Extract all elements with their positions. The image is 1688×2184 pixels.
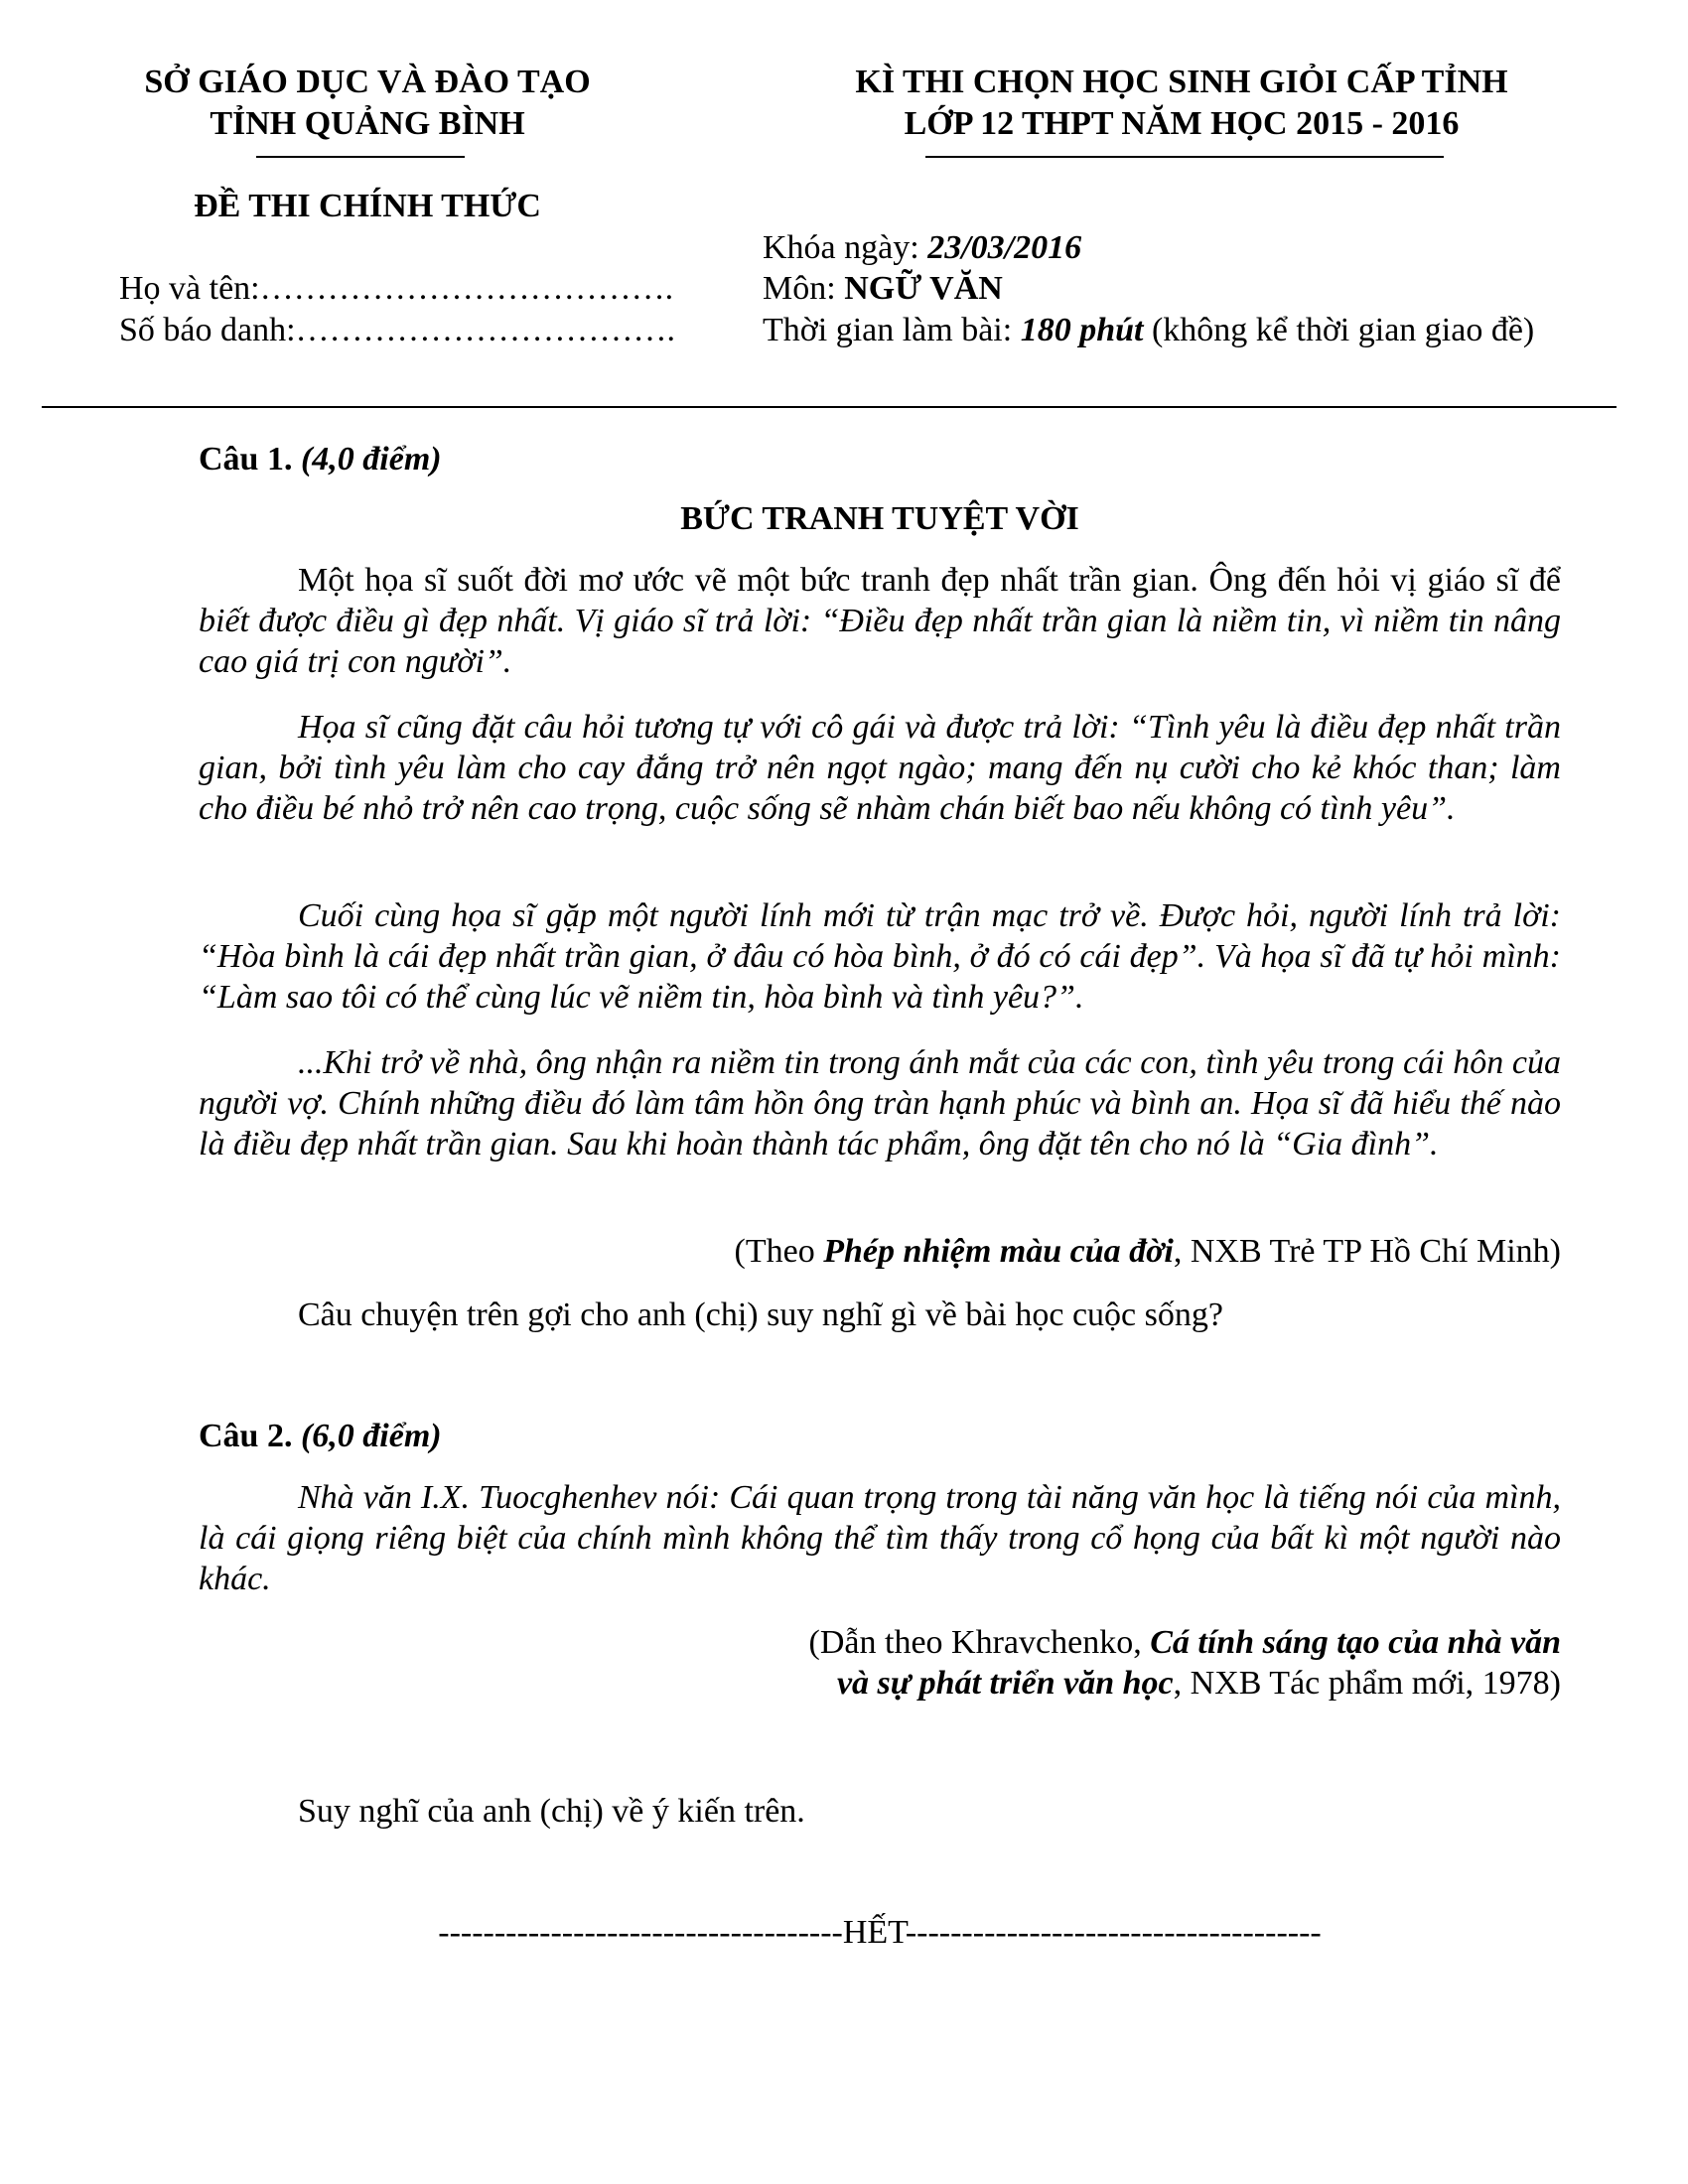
exam-date-label: Khóa ngày: — [763, 229, 928, 266]
story-source — [199, 1231, 1561, 1273]
quote-paragraph: Nhà văn I.X. Tuocghenhev nói: Cái quan trọng trong tài năng văn học là tiếng nói của mình, là cái giọng riêng biệt của chính mình không thể tìm thấy trong cổ họng của bất kì một người nào khác. — [199, 1479, 1561, 1597]
quote-source — [199, 1622, 1561, 1704]
question-1-prompt: Câu chuyện trên gợi cho anh (chị) suy nghĩ gì về bài học cuộc sống? — [298, 1297, 1223, 1333]
story-paragraph-2: Họa sĩ cũng đặt câu hỏi tương tự với cô gái và được trả lời: “Tình yêu là điều đẹp nhất trần gian, bởi tình yêu làm cho cay đắng trở nên ngọt ngào; mang đến nụ cười cho kẻ khóc than; làm cho điều bé nhỏ trở nên cao trọng, cuộc sống sẽ nhàm chán biết bao nếu không có tình yêu”. — [199, 709, 1561, 827]
story-source-prefix: (Theo — [734, 1233, 824, 1270]
quote-source-prefix: (Dẫn theo Khravchenko, — [808, 1624, 1151, 1661]
quote-source-line-1 — [199, 1622, 1561, 1663]
question-2-label: Câu 2. — [199, 1418, 293, 1454]
department-name: SỞ GIÁO DỤC VÀ ĐÀO TẠO — [144, 64, 591, 100]
exam-date — [763, 227, 1081, 269]
question-2-points: (6,0 điểm) — [292, 1418, 442, 1454]
exam-title: KÌ THI CHỌN HỌC SINH GIỎI CẤP TỈNH — [855, 64, 1508, 100]
subject — [763, 268, 1003, 310]
question-2-heading — [199, 1416, 442, 1457]
story-paragraph-1-italic: biết được điều gì đẹp nhất. Vị giáo sĩ trả lời: “Điều đẹp nhất trần gian là niềm tin, vì niềm tin nâng cao giá trị con người”. — [199, 603, 1561, 680]
time-note: (không kể thời gian giao đề) — [1143, 312, 1535, 348]
quote-source-book-2: và sự phát triển văn học — [836, 1665, 1174, 1702]
story-paragraph-1-text: Một họa sĩ suốt đời mơ ước vẽ một bức tranh đẹp nhất trần gian. Ông đến hỏi vị giáo sĩ để — [298, 562, 1561, 599]
time-value: 180 phút — [1020, 312, 1144, 348]
time-limit — [763, 310, 1534, 351]
header-right-rule — [925, 156, 1444, 158]
time-label: Thời gian làm bài: — [763, 312, 1021, 348]
question-1-points: (4,0 điểm) — [292, 441, 442, 478]
subject-value: NGỮ VĂN — [844, 270, 1003, 307]
header-left-rule — [256, 156, 465, 158]
question-2-prompt: Suy nghĩ của anh (chị) về ý kiến trên. — [298, 1793, 805, 1830]
story-paragraph-1 — [199, 560, 1561, 682]
question-1-label: Câu 1. — [199, 441, 293, 478]
section-divider — [42, 406, 1617, 408]
official-exam-label: ĐỀ THI CHÍNH THỨC — [194, 188, 541, 224]
quote-source-line-2 — [199, 1663, 1561, 1704]
candidate-id-field: Số báo danh:……………………………. — [119, 312, 676, 348]
province-name: TỈNH QUẢNG BÌNH — [210, 105, 525, 142]
subject-label: Môn: — [763, 270, 845, 307]
story-paragraph-4: ...Khi trở về nhà, ông nhận ra niềm tin trong ánh mắt của các con, tình yêu trong cái hôn của người vợ. Chính những điều đó làm tâm hồn ông tràn hạnh phúc và bình an. Họa sĩ đã hiểu thế nào là điều đẹp nhất trần gian. Sau khi hoàn thành tác phẩm, ông đặt tên cho nó là “Gia đình”. — [199, 1044, 1561, 1162]
quote-source-publisher: , NXB Tác phẩm mới, 1978) — [1173, 1665, 1561, 1702]
story-title: BỨC TRANH TUYỆT VỜI — [680, 500, 1079, 537]
exam-date-value: 23/03/2016 — [927, 229, 1082, 266]
end-marker: ------------------------------------HẾT------------------------------------- — [438, 1914, 1322, 1951]
quote-source-book-1: Cá tính sáng tạo của nhà văn — [1150, 1624, 1561, 1661]
question-1-heading — [199, 439, 442, 480]
story-source-publisher: , NXB Trẻ TP Hồ Chí Minh) — [1173, 1233, 1561, 1270]
exam-subtitle: LỚP 12 THPT NĂM HỌC 2015 - 2016 — [904, 105, 1460, 142]
story-source-book: Phép nhiệm màu của đời — [823, 1233, 1174, 1270]
story-paragraph-3: Cuối cùng họa sĩ gặp một người lính mới từ trận mạc trở về. Được hỏi, người lính trả lời: “Hòa bình là cái đẹp nhất trần gian, ở đâu có hòa bình, ở đó có cái đẹp”. Và họa sĩ đã tự hỏi mình: “Làm sao tôi có thể cùng lúc vẽ niềm tin, hòa bình và tình yêu?”. — [199, 897, 1561, 1016]
candidate-name-field: Họ và tên:………………………………. — [119, 270, 674, 307]
